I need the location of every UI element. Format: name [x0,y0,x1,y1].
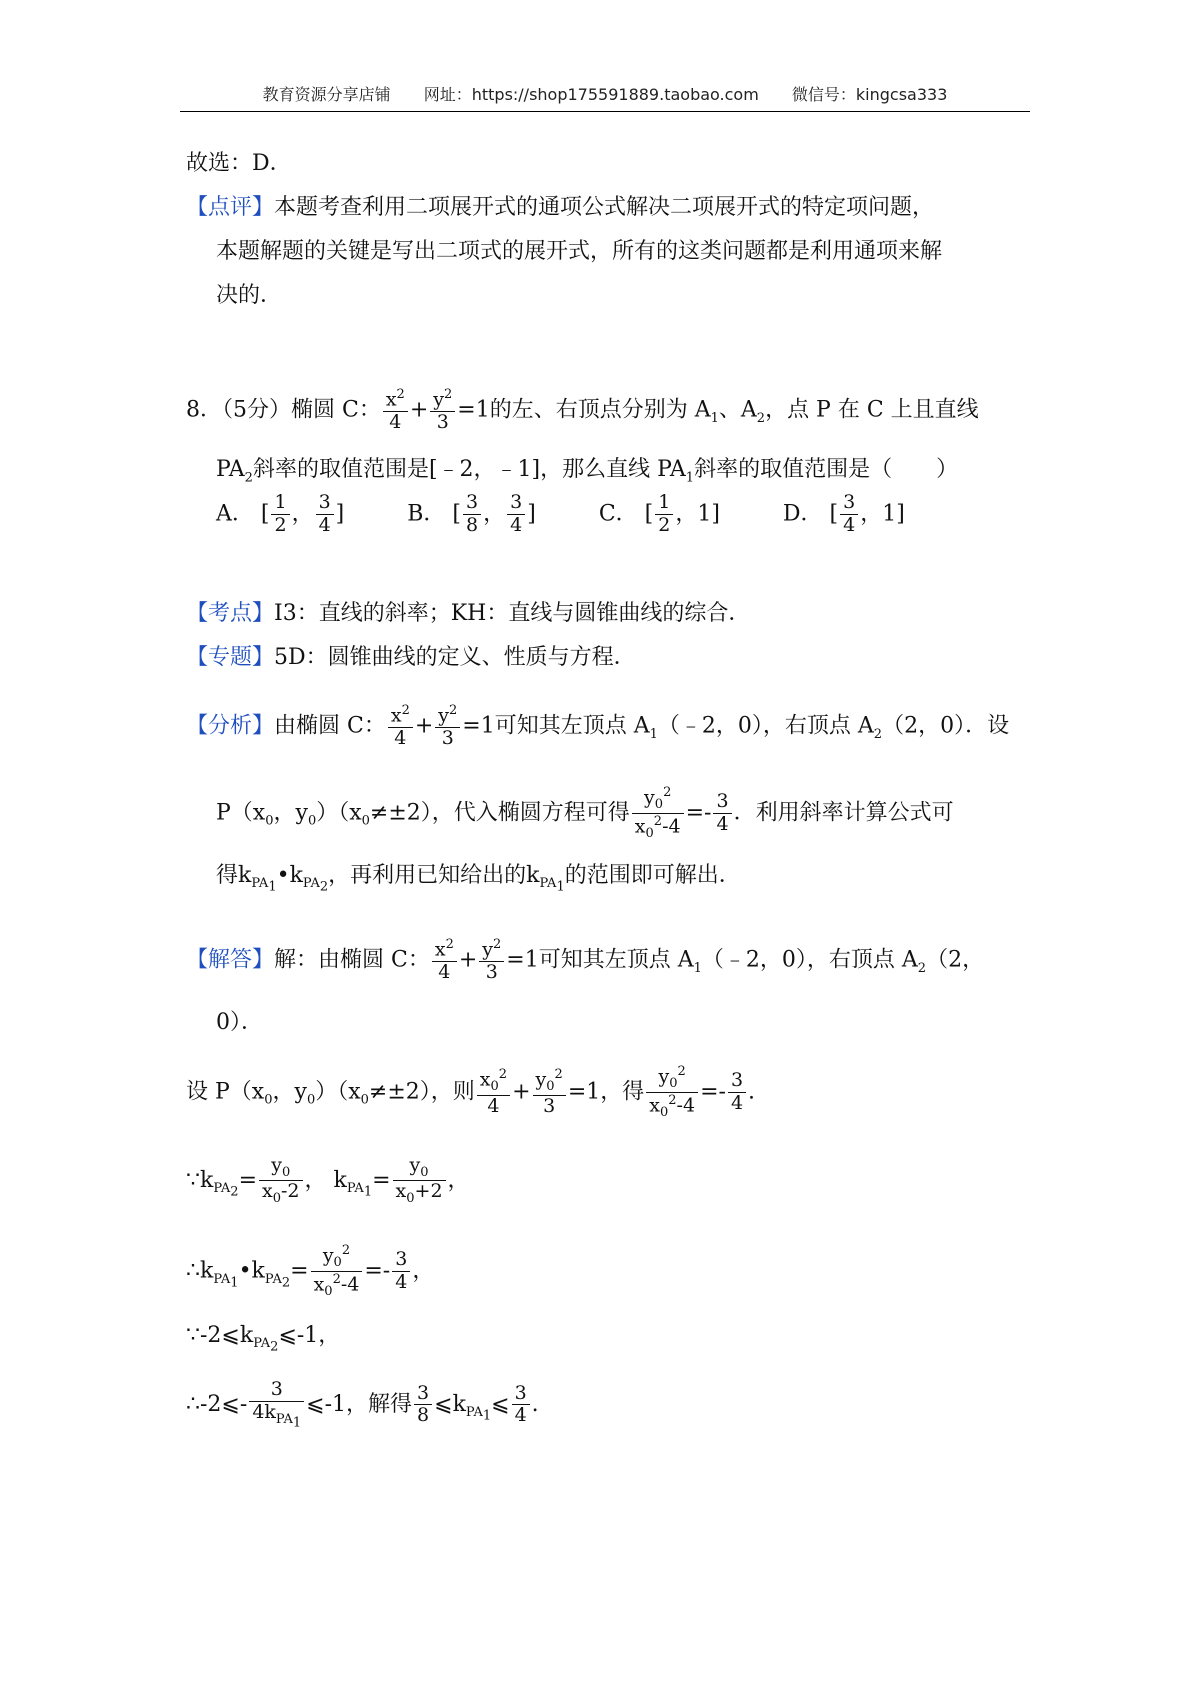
slope-product: $\therefore k_{PA_1}•k_{PA_2}=$ $\frac{y_0^2}{x_0^2-4}$ =- $\frac{3}{4}$ ， [186,1243,435,1299]
kaodian-line [186,596,750,627]
fenxi-line-3: 得$k_{PA_1}•k_{PA_2}$，再利用已知给出的$k_{PA_1}$的范围即可解出． [216,863,741,895]
jieda-line-2: 0）． [216,1010,263,1035]
frac-y2-3: $\frac{y^2}{3}$ [430,388,455,433]
range-given: $\because-2⩽k_{PA_2}⩽-1$， [186,1323,341,1355]
q8-range: 斜率的取值范围是[﹣2，﹣1]，那么直线 PA [252,457,686,482]
jieda-line-1: 【解答】解：由椭圆 C： $\frac{x^2}{4}$ + $\frac{y^2}{3}$ =1可知其左顶点 $A_1(﹣2$，0），右顶点 $A_2(2$， [186,937,985,984]
review-text-1: 本题考查利用二项展开式的通项公式解决二项展开式的特定项问题， [274,195,935,220]
q8-line-1: 8．（5分）椭圆 C： $\frac{x^2}{4}$ + $\frac{y^2}{3}$ =1的左、右顶点分别为 $A_1$、$A_2$，点 P 在 C 上且直线 [186,387,979,434]
zhuanti-line [186,640,636,671]
slope-defs: $\because k_{PA_2}=$ $\frac{y_0}{x_0-2}$ ， $k_{PA_1}=$ $\frac{y_0}{x_0+2}$ ， [186,1154,470,1207]
q8-ask: 斜率的取值范围是（ ） [694,457,959,482]
kaodian-tag: 【考点】 [186,601,275,626]
header-shop: 教育资源分享店铺 [262,85,391,104]
q8-pa: PA [216,457,245,482]
prev-choice: 故选：D． [186,151,292,176]
range-result: ∴-2⩽- $\frac{3}{4k_{PA_1}}$ ⩽-1，解得 $\frac{3}{8}$ $⩽k_{PA_1}⩽$ $\frac{3}{4}$ . [186,1378,539,1431]
jieda-tag: 【解答】 [186,947,275,973]
review-line-1 [186,190,934,221]
header-wechat: 微信号：kingcsa333 [791,85,948,104]
q8-line-2: $PA_2$斜率的取值范围是[﹣2，﹣1]，那么直线 $PA_1$斜率的取值范围是（ ） [216,457,959,486]
fenxi-tag: 【分析】 [186,713,275,739]
frac-x2-4: $\frac{x^2}{4}$ [383,388,408,433]
header-divider [180,111,1030,112]
kaodian-text: I3：直线的斜率；KH：直线与圆锥曲线的综合． [274,601,751,626]
q8-sep: 、A [718,397,757,423]
review-line-3: 决的． [216,283,283,308]
option-c[interactable]: C． [ $\frac{1}{2}$ ，1] [598,491,720,536]
zhuanti-text: 5D：圆锥曲线的定义、性质与方程． [274,645,636,670]
review-tag: 【点评】 [186,195,275,220]
option-d[interactable]: D． [ $\frac{3}{4}$ ，1] [782,491,905,536]
q8-options [216,493,961,536]
jieda-line-3: 设 $P(x_0$，$y_0)(x_0\ne\pm 2)$，则 $\frac{x_0^2}{4}$ + $\frac{y_0^2}{3}$ =1，得 $\frac{y_0^2}{x_0^2-4}$ =- $\frac{3}{4}$ . [186,1064,756,1120]
option-b[interactable]: B． [ $\frac{3}{8}$ ， $\frac{3}{4}$ ] [407,491,536,536]
fenxi-line-1: 【分析】由椭圆 C： $\frac{x^2}{4}$ + $\frac{y^2}{3}$ =1可知其左顶点 $A_1(﹣2$，0），右顶点 $A_2(2$，0）．设 [186,703,1010,750]
review-line-2: 本题解题的关键是写出二项式的展开式，所有的这类问题都是利用通项来解 [216,239,943,264]
page-header [180,82,1030,105]
q8-rest: ，点 P 在 C 上且直线 [765,397,979,423]
header-site: 网址：https://shop175591889.taobao.com [423,85,759,104]
zhuanti-tag: 【专题】 [186,645,275,670]
q8-mid: 的左、右顶点分别为 A [489,397,711,423]
option-a[interactable]: A． [ $\frac{1}{2}$ ， $\frac{3}{4}$ ] [216,491,345,536]
q8-prefix: 8．（5分）椭圆 C： [186,397,381,423]
fenxi-line-2: $P(x_0$，$y_0)(x_0\ne\pm 2)$，代入椭圆方程可得 $\frac{y_0^2}{x_0^2-4}$ =- $\frac{3}{4}$ ．利用斜率计算公式可 [216,785,954,841]
